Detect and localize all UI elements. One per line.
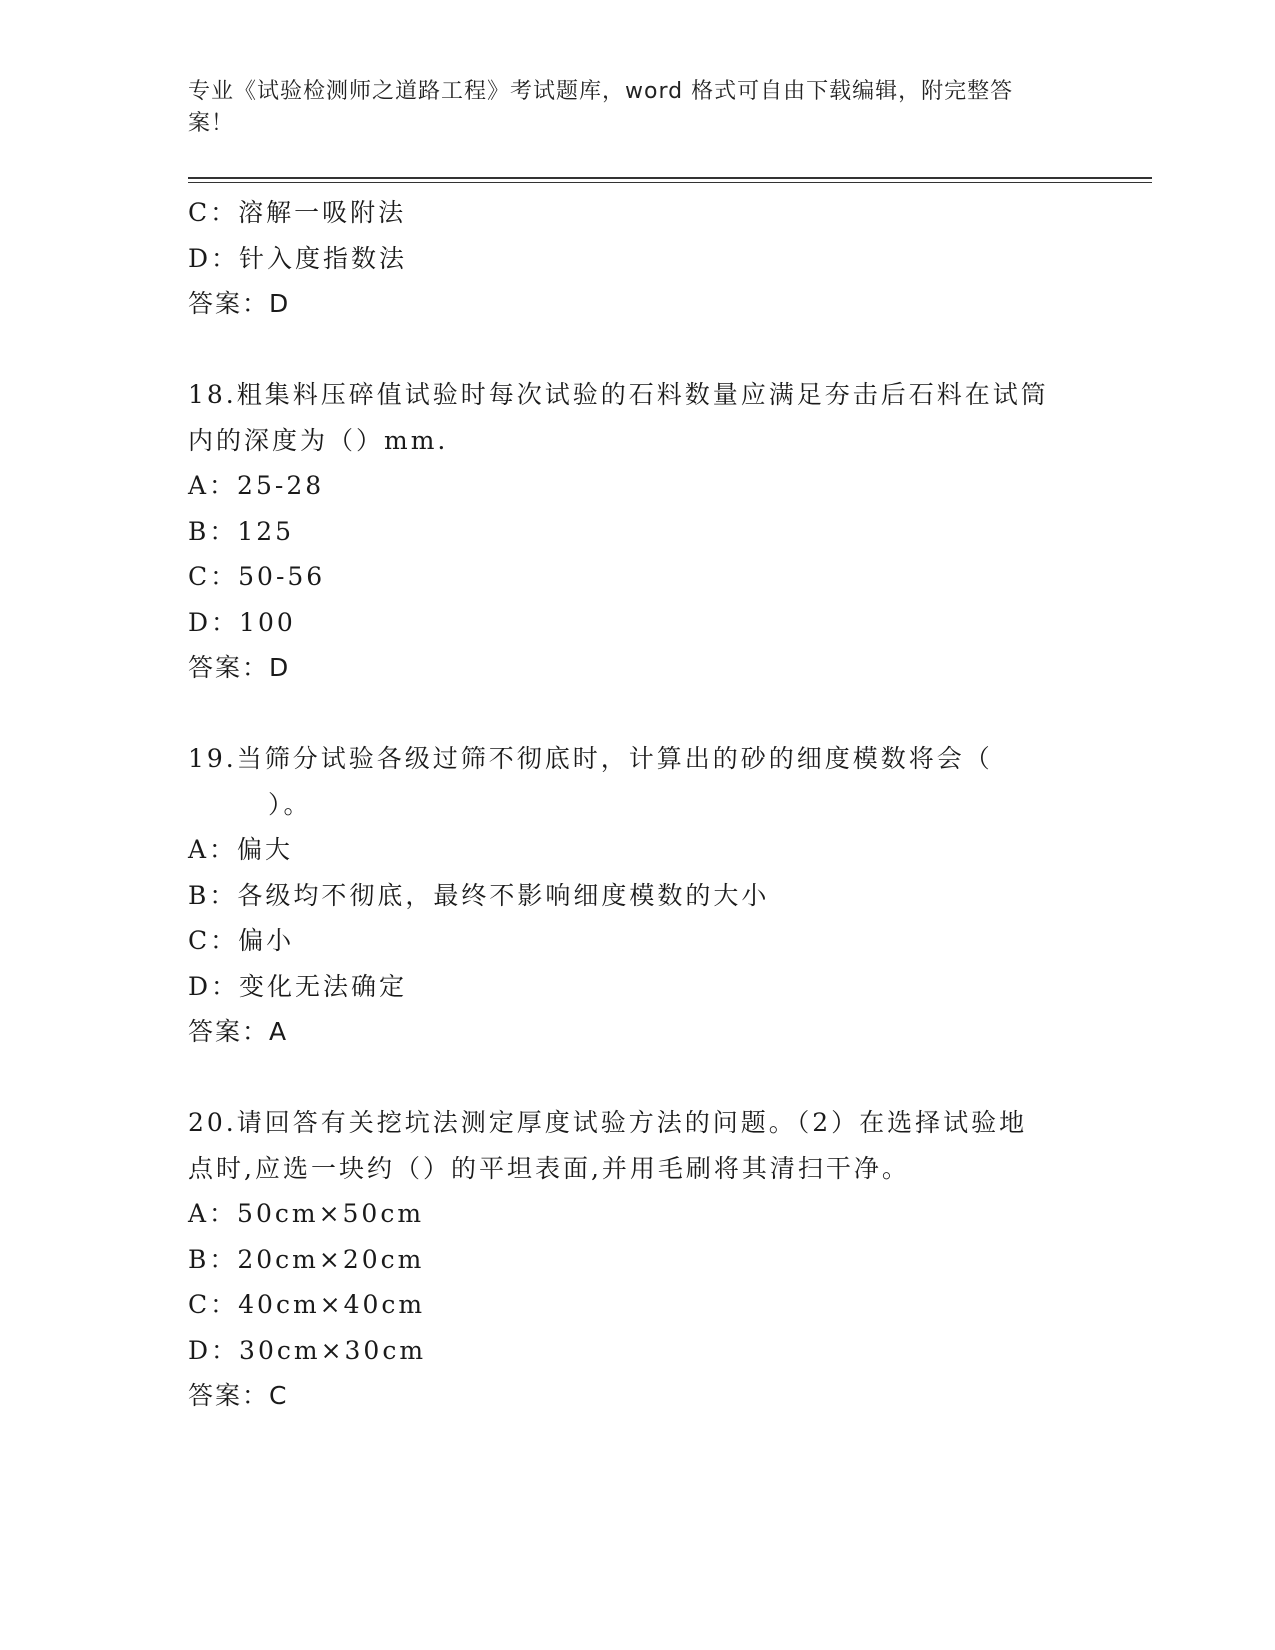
option-d: D：变化无法确定 xyxy=(188,971,408,1001)
page-header xyxy=(188,76,1068,140)
question-19 xyxy=(188,736,1088,1055)
spacer xyxy=(188,327,1088,373)
option-c: C：50-56 xyxy=(188,562,326,591)
question-stem-line: 点时,应选一块约（）的平坦表面,并用毛刷将其清扫干净。 xyxy=(188,1153,910,1183)
question-list xyxy=(188,190,1088,1419)
option-b: B：各级均不彻底，最终不影响细度模数的大小 xyxy=(188,880,770,910)
option-c: C：溶解一吸附法 xyxy=(188,198,407,227)
question-stem-line: 18.粗集料压碎值试验时每次试验的石料数量应满足夯击后石料在试筒 xyxy=(188,380,1049,409)
header-line-2: 案！ xyxy=(188,111,235,136)
header-divider-thick xyxy=(188,177,1152,179)
option-b: B：20cm×20cm xyxy=(188,1244,425,1274)
answer: 答案：A xyxy=(188,1017,289,1046)
answer: 答案：D xyxy=(188,289,291,318)
question-stem-line: 内的深度为（）mm. xyxy=(188,425,449,455)
spacer xyxy=(188,1055,1088,1101)
question-17-tail xyxy=(188,190,1088,327)
option-b: B：125 xyxy=(188,516,295,546)
option-d: D：100 xyxy=(188,607,296,637)
question-stem-line: 20.请回答有关挖坑法测定厚度试验方法的问题。（2）在选择试验地 xyxy=(188,1108,1028,1137)
answer: 答案：C xyxy=(188,1381,289,1410)
option-a: A：25-28 xyxy=(188,471,325,500)
option-a: A：50cm×50cm xyxy=(188,1199,425,1228)
question-stem-line: 19.当筛分试验各级过筛不彻底时，计算出的砂的细度模数将会（ xyxy=(188,744,993,773)
option-c: C：40cm×40cm xyxy=(188,1290,426,1319)
option-c: C：偏小 xyxy=(188,926,295,955)
option-a: A：偏大 xyxy=(188,835,294,864)
header-line-1: 专业《试验检测师之道路工程》考试题库，word 格式可自由下载编辑，附完整答 xyxy=(188,79,1014,104)
question-20 xyxy=(188,1100,1088,1419)
spacer xyxy=(188,691,1088,737)
answer: 答案：D xyxy=(188,653,291,682)
question-stem-line: ）。 xyxy=(268,789,312,819)
option-d: D：30cm×30cm xyxy=(188,1335,427,1365)
option-d: D：针入度指数法 xyxy=(188,243,408,273)
question-18 xyxy=(188,372,1088,691)
header-divider-thin xyxy=(188,182,1152,183)
